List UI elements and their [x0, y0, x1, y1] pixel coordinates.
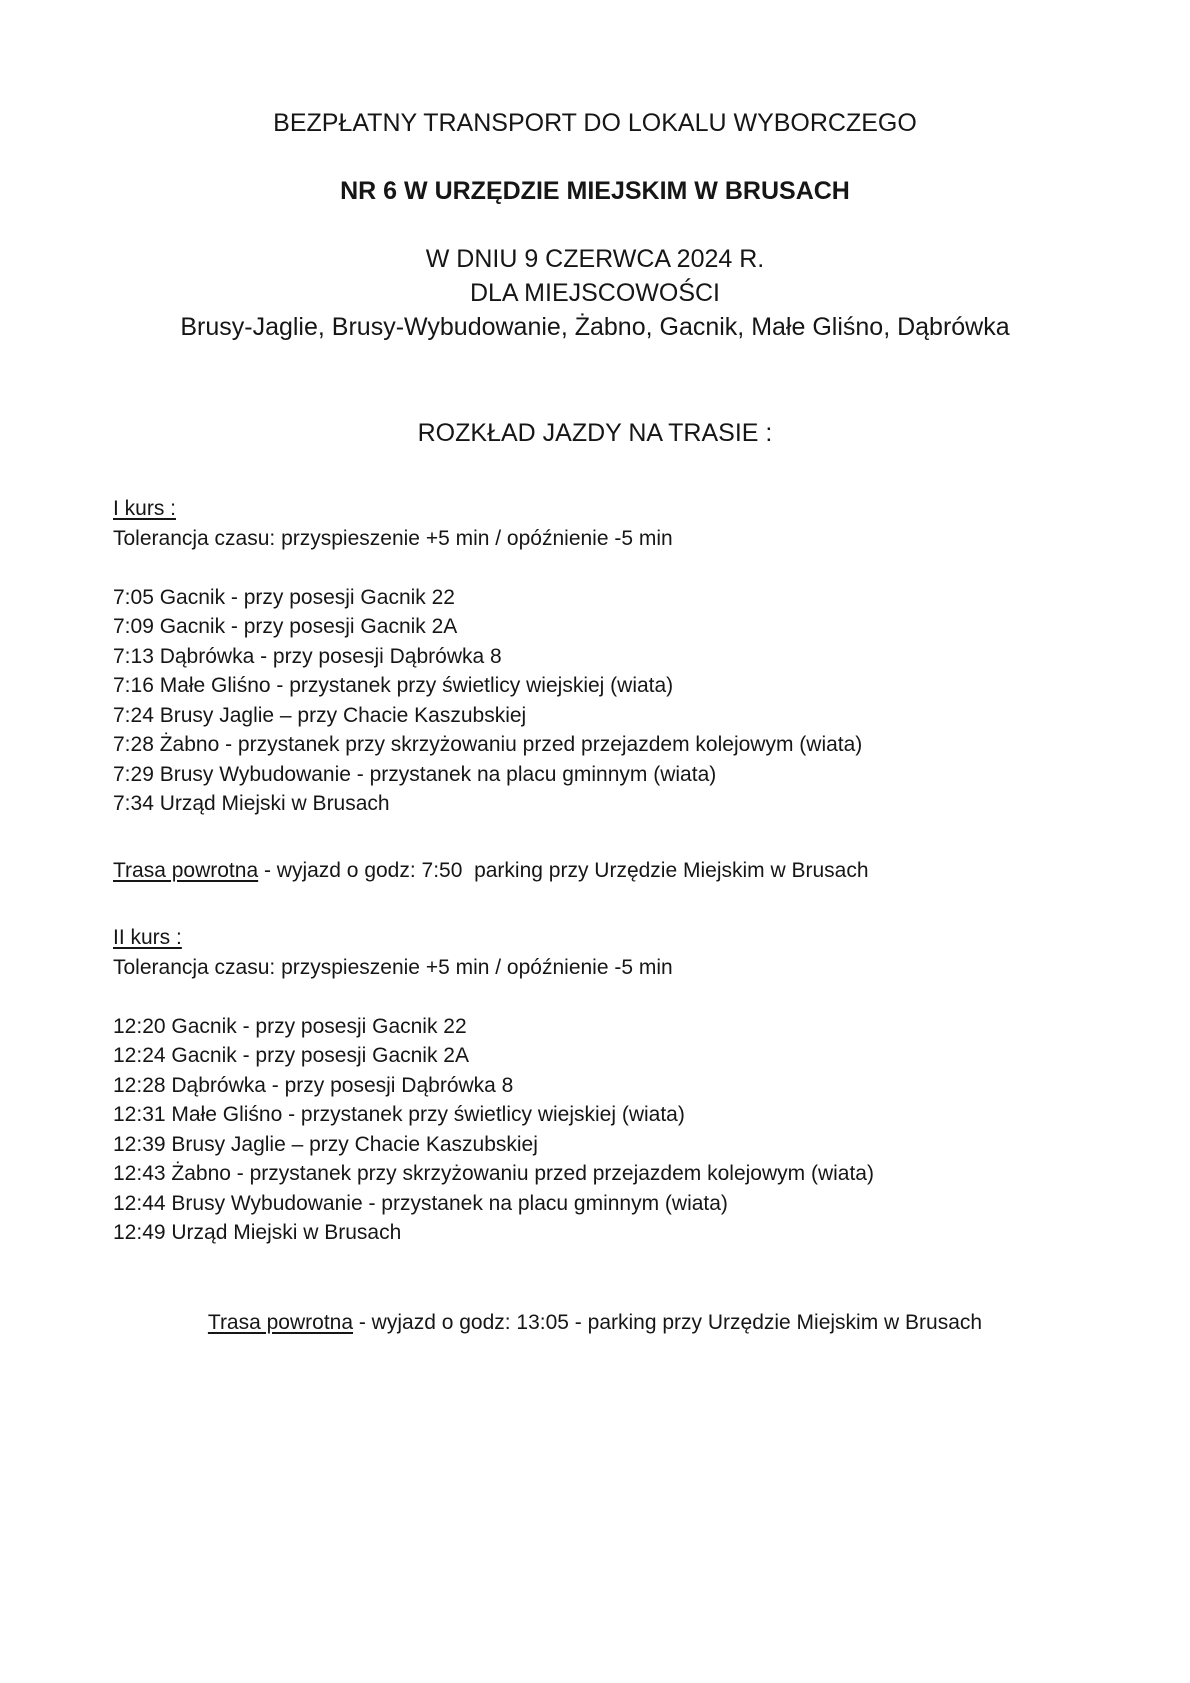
section-1-return-trip-line — [113, 856, 1077, 886]
section-1-stop-list — [113, 583, 1077, 819]
section-kurs-2 — [113, 923, 1077, 1337]
stop-line: 7:05 Gacnik - przy posesji Gacnik 22 — [113, 585, 455, 609]
stop-line: 7:28 Żabno - przystanek przy skrzyżowaniu przed przejazdem kolejowym (wiata) — [113, 733, 863, 756]
section-1-tolerance-note: Tolerancja czasu: przyspieszenie +5 min / opóźnienie -5 min — [113, 526, 673, 550]
for-localities-line: DLA MIEJSCOWOŚCI — [469, 279, 721, 307]
stop-line: 7:34 Urząd Miejski w Brusach — [113, 792, 390, 815]
stop-line: 12:31 Małe Gliśno - przystanek przy świetlicy wiejskiej (wiata) — [113, 1103, 685, 1126]
return-trip-details: - wyjazd o godz: 13:05 - parking przy Urzędzie Miejskim w Brusach — [353, 1310, 983, 1334]
date-line: W DNIU 9 CZERWCA 2024 R. — [425, 245, 765, 273]
stop-line: 12:24 Gacnik - przy posesji Gacnik 2A — [113, 1044, 469, 1067]
stop-line: 12:28 Dąbrówka - przy posesji Dąbrówka 8 — [113, 1073, 514, 1097]
return-trip-details: - wyjazd o godz: 7:50 parking przy Urzędzie Miejskim w Brusach — [258, 858, 869, 882]
stop-line: 7:16 Małe Gliśno - przystanek przy świetlicy wiejskiej (wiata) — [113, 674, 674, 697]
section-kurs-1 — [113, 494, 1077, 885]
stop-line: 12:39 Brusy Jaglie – przy Chacie Kaszubskiej — [113, 1132, 538, 1156]
section-2-stop-list — [113, 1012, 1077, 1248]
stop-line: 7:29 Brusy Wybudowanie - przystanek na placu gminnym (wiata) — [113, 762, 717, 786]
section-1-heading — [113, 494, 1077, 524]
section-2-return-trip-line — [113, 1308, 1077, 1338]
schedule-heading: ROZKŁAD JAZDY NA TRASIE : — [417, 419, 773, 447]
section-2-heading-text: II kurs : — [113, 926, 182, 949]
stop-line: 12:43 Żabno - przystanek przy skrzyżowaniu przed przejazdem kolejowym (wiata) — [113, 1162, 874, 1185]
stop-line: 7:24 Brusy Jaglie – przy Chacie Kaszubskiej — [113, 703, 527, 727]
stop-line: 12:44 Brusy Wybudowanie - przystanek na placu gminnym (wiata) — [113, 1191, 728, 1215]
return-trip-label: Trasa powrotna — [207, 1310, 354, 1334]
section-2-heading — [113, 923, 1077, 953]
doc-subtitle: NR 6 W URZĘDZIE MIEJSKIM W BRUSACH — [340, 177, 850, 205]
doc-title: BEZPŁATNY TRANSPORT DO LOKALU WYBORCZEGO — [273, 109, 917, 137]
section-1-heading-text: I kurs : — [113, 497, 177, 520]
stop-line: 12:49 Urząd Miejski w Brusach — [113, 1221, 402, 1244]
localities-list: Brusy-Jaglie, Brusy-Wybudowanie, Żabno, Gacnik, Małe Gliśno, Dąbrówka — [180, 313, 1010, 341]
section-2-tolerance-note: Tolerancja czasu: przyspieszenie +5 min / opóźnienie -5 min — [113, 955, 673, 979]
return-trip-label: Trasa powrotna — [113, 858, 259, 882]
stop-line: 12:20 Gacnik - przy posesji Gacnik 22 — [113, 1014, 467, 1038]
stop-line: 7:09 Gacnik - przy posesji Gacnik 2A — [113, 615, 458, 638]
stop-line: 7:13 Dąbrówka - przy posesji Dąbrówka 8 — [113, 644, 502, 668]
